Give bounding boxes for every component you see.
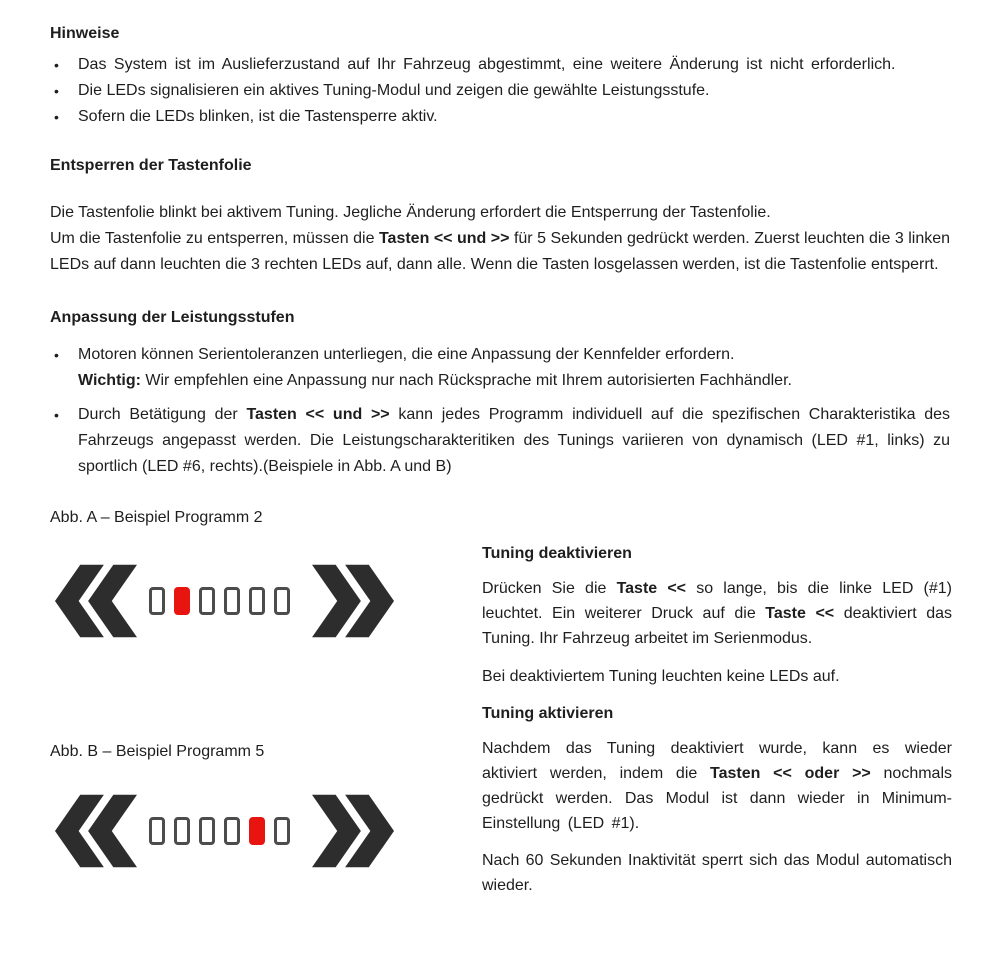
bullet-marker: • (54, 57, 59, 73)
text-segment-bold: Taste << (616, 580, 687, 597)
deactivate-paragraph (482, 576, 952, 651)
double-chevron-left-icon (55, 564, 137, 638)
bullet-text: Die LEDs signalisieren ein aktives Tuning-Modul und zeigen die gewählte Leistungsstufe. (78, 82, 710, 99)
led-inactive (274, 817, 290, 845)
led-inactive (149, 817, 165, 845)
bullet-item (50, 52, 950, 78)
bullet-item (50, 104, 950, 130)
bullet-marker: • (54, 407, 59, 423)
text-segment-bold: Tasten << oder >> (710, 765, 871, 782)
led-inactive (274, 587, 290, 615)
entsperren-paragraph (50, 226, 950, 278)
section-heading-hinweise: Hinweise (50, 25, 120, 42)
led-inactive (199, 817, 215, 845)
entsperren-intro: Die Tastenfolie blinkt bei aktivem Tuning. Jegliche Änderung erfordert die Entsperrung der Tastenfolie. (50, 204, 771, 221)
bullet-text (78, 402, 950, 480)
figure-column (50, 508, 482, 868)
text-segment: so lange, bis die linke LED (#1) leuchtet. Ein weiterer Druck auf die (482, 580, 952, 622)
text-segment: deaktiviert das Tuning. Ihr Fahrzeug arbeitet im Serienmodus. (482, 605, 953, 647)
text-segment-bold: Tasten << und >> (378, 230, 510, 247)
figure-b-label: Abb. B – Beispiel Programm 5 (50, 743, 265, 760)
section-entsperren (50, 156, 950, 278)
bullet-text (78, 342, 950, 394)
led-active (249, 817, 265, 845)
activate-paragraph (482, 736, 952, 836)
right-text-column (482, 544, 952, 898)
bullet-line: Motoren können Serientoleranzen unterliegen, die eine Anpassung der Kennfelder erfordern. (78, 346, 735, 363)
text-segment: Durch Betätigung der (78, 406, 247, 423)
text-segment: für 5 Sekunden gedrückt werden. Zuerst leuchten die 3 linken LEDs auf dann leuchten die 3 rechten LEDs auf, dann alle. Wenn die Tasten losgelassen werden, ist die Tastenfolie entsperrt. (50, 230, 951, 273)
activate-note: Nach 60 Sekunden Inaktivität sperrt sich das Modul automatisch wieder. (482, 852, 952, 894)
text-segment: Um die Tastenfolie zu entsperren, müssen die (50, 230, 379, 247)
text-segment: Nachdem das Tuning deaktiviert wurde, kann es wieder aktiviert werden, indem die (482, 740, 952, 782)
text-segment-bold: Tasten << und >> (246, 406, 390, 423)
section-hinweise (50, 24, 950, 130)
led-strip (149, 587, 290, 615)
double-chevron-right-icon (312, 564, 394, 638)
led-inactive (249, 587, 265, 615)
text-segment-bold: Taste << (765, 605, 835, 622)
bullet-item (50, 342, 950, 394)
lower-region (50, 508, 953, 923)
text-segment: kann jedes Programm individuell auf die spezifischen Charakteristika des Fahrzeugs angepasst werden. Die Leistungscharakteritiken des Tunings variieren von dynamisch (LED #1, links) zu sportlich (LED #6, rechts).(Beispiele in Abb. A und B) (78, 406, 951, 475)
led-inactive (224, 817, 240, 845)
section-heading-entsperren: Entsperren der Tastenfolie (50, 157, 252, 174)
bullet-marker: • (54, 83, 59, 99)
led-active (174, 587, 190, 615)
figure-b-led-panel (55, 794, 482, 868)
section-anpassung (50, 308, 950, 480)
text-segment: Drücken Sie die (482, 580, 617, 597)
text-segment: nochmals gedrückt werden. Das Modul ist dann wieder in Minimum-Einstellung (LED #1). (482, 765, 953, 832)
figure-a-label: Abb. A – Beispiel Programm 2 (50, 509, 263, 526)
double-chevron-left-icon (55, 794, 137, 868)
led-strip (149, 817, 290, 845)
bullet-item (50, 78, 950, 104)
section-heading-anpassung: Anpassung der Leistungsstufen (50, 309, 295, 326)
led-inactive (149, 587, 165, 615)
double-chevron-right-icon (312, 794, 394, 868)
led-inactive (224, 587, 240, 615)
text-segment: Wir empfehlen eine Anpassung nur nach Rücksprache mit Ihrem autorisierten Fachhändler. (140, 372, 792, 389)
led-inactive (199, 587, 215, 615)
figure-a-led-panel (55, 564, 482, 638)
bullet-line (78, 368, 950, 394)
heading-tuning-aktivieren: Tuning aktivieren (482, 705, 614, 722)
led-inactive (174, 817, 190, 845)
bullet-text: Das System ist im Auslieferzustand auf Ihr Fahrzeug abgestimmt, eine weitere Änderung ist nicht erforderlich. (78, 56, 896, 73)
bullet-item (50, 402, 950, 480)
heading-tuning-deaktivieren: Tuning deaktivieren (482, 545, 632, 562)
deactivate-note: Bei deaktiviertem Tuning leuchten keine LEDs auf. (482, 668, 840, 685)
bullet-text: Sofern die LEDs blinken, ist die Tastensperre aktiv. (78, 108, 438, 125)
bullet-marker: • (54, 347, 59, 363)
bullet-marker: • (54, 109, 59, 125)
text-segment-bold: Wichtig: (78, 372, 141, 389)
